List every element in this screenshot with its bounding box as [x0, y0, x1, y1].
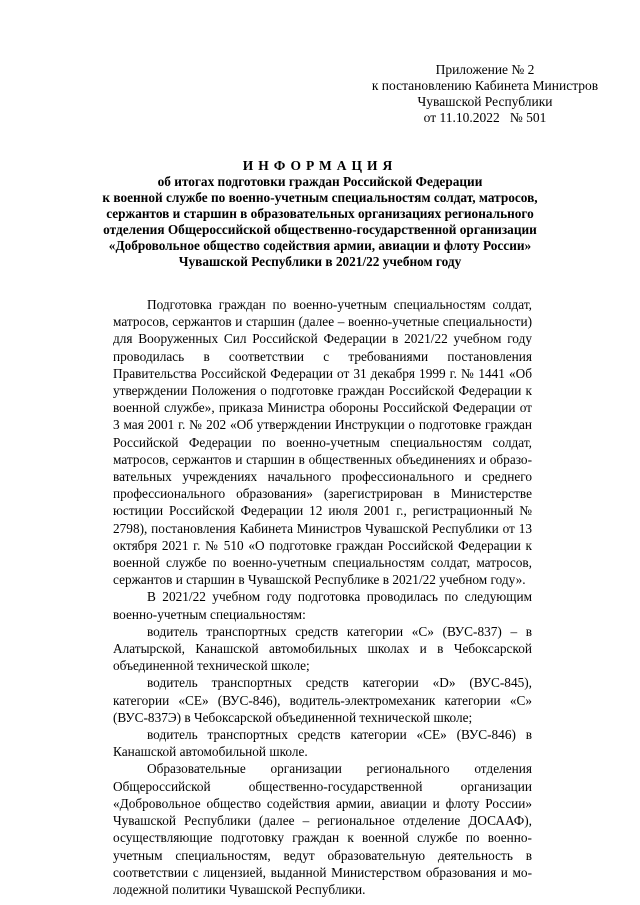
appendix-decree-ref: к постановлению Кабинета Министров [371, 78, 599, 93]
paragraph: В 2021/22 учебном году подготовка проводилась по следующим военно-учетным специальностям: [113, 589, 532, 622]
paragraph: водитель транспортных средств категории «CE» (ВУС-846) в Канашской автомобильной школе. [113, 727, 532, 760]
heading-line: Чувашской Республики в 2021/22 учебном году [178, 254, 462, 269]
paragraph: Образовательные организации регионального отделения Общероссийской общественно-государственной организации «Добровольное общество содействия армии, авиации и флоту России» Чувашской Республики (далее – региональное отделение ДОСААФ), осуществляющие подготовку граждан к военной службе по военно-учетным специальностям, ведут образовательную деятельность в соответствии с лицензией, выданной Министерством образования и молодежной политики Чувашской Республики. [113, 761, 532, 897]
appendix-date-number: от 11.10.2022 № 501 [423, 110, 547, 125]
heading-line: отделения Общероссийской общественно-государственной организации [103, 222, 537, 237]
appendix-number: Приложение № 2 [435, 62, 535, 77]
paragraph: водитель транспортных средств категории «D» (ВУС-845), категории «CE» (ВУС-846), водитель-электромеханик категории «С» (ВУС-837Э) в Чебоксарской объединенной технической школе; [113, 675, 532, 725]
appendix-republic: Чувашской Республики [417, 94, 553, 109]
heading-line: к военной службе по военно-учетным специальностям солдат, матросов, [102, 190, 538, 205]
heading-line: сержантов и старшин в образовательных организациях регионального [106, 206, 534, 221]
heading-line: «Добровольное общество содействия армии, авиации и флоту России» [108, 238, 532, 253]
heading-line: об итогах подготовки граждан Российской Федерации [157, 174, 483, 189]
document-title: ИНФОРМАЦИЯ [242, 158, 398, 173]
paragraph: водитель транспортных средств категории «С» (ВУС-837) – в Алатырской, Канашской автомобильных школах и в Чебоксарской объединенной технической школе; [113, 623, 532, 674]
document-heading [100, 158, 540, 270]
paragraph: Подготовка граждан по военно-учетным специальностям солдат, матросов, сержантов и старшин (далее – военно-учетные специальности) для Вооруженных Сил Российской Федерации в 2021/22 учебном году проводилась в соответствии с требованиями постановления Правительства Российской Федерации от 31 декабря 1999 г. № 1441 «Об утверждении Положения о подготовке граждан Российской Федерации к военной службе», приказа Министра обороны Российской Федерации от 3 мая 2001 г. № 202 «Об утверждении Инструкции о подготовке граждан Российской Федерации по военно-учетным специальностям солдат, матросов, сержантов и старшин в общественных объединениях и образовательных учреждениях начального профессионального и среднего профессионального образования» (зарегистрирован в Министерстве юстиции Российской Федерации 12 июля 2001 г., регистрационный № 2798), постановления Кабинета Министров Чувашской Республики от 13 октября 2021 г. № 510 «О подготовке граждан Российской Федерации к военной службе по военно-учетным специальностям солдат, матросов, сержантов и старшин в Чувашской Республике в 2021/22 учебном году». [113, 297, 532, 588]
appendix-block [360, 62, 610, 126]
document-body [113, 296, 532, 898]
